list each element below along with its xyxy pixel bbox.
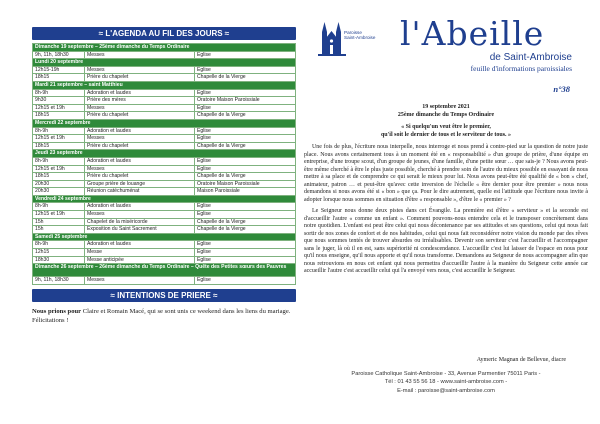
- agenda-row: [33, 66, 296, 74]
- agenda-row: [33, 97, 296, 105]
- agenda-event: Messes: [85, 211, 195, 219]
- agenda-time: 18h15: [33, 173, 85, 181]
- agenda-time: 8h-9h: [33, 157, 85, 165]
- agenda-row: [33, 173, 296, 181]
- agenda-day-label: Dimanche 26 septembre – 26ème dimanche du Temps Ordinaire – Quête des Petites sœurs des Pauvres: [33, 264, 296, 277]
- agenda-place: Eglise: [195, 66, 296, 74]
- intentions-banner: ≈ INTENTIONS DE PRIERE ≈: [32, 289, 296, 302]
- agenda-place: Oratoire Maison Paroissiale: [195, 180, 296, 188]
- agenda-place: Chapelle de la Vierge: [195, 142, 296, 150]
- agenda-time: 12h15-19h: [33, 66, 85, 74]
- intentions-body: Claire et Romain Macé, qui se sont unis ce weekend dans les liens du mariage. Félicitations !: [32, 307, 291, 324]
- quote-line2: qu'il soit le dernier de tous et le serviteur de tous. »: [380, 131, 512, 138]
- agenda-row: [33, 203, 296, 211]
- article-heading: [304, 104, 588, 119]
- agenda-place: Eglise: [195, 51, 296, 59]
- agenda-event: Réunion catéchuménat: [85, 188, 195, 196]
- agenda-event: Adoration et laudes: [85, 157, 195, 165]
- agenda-event: Messes: [85, 104, 195, 112]
- agenda-event: Messes: [85, 135, 195, 143]
- agenda-place: Eglise: [195, 256, 296, 264]
- logo-line2: Saint-Ambroise: [344, 35, 376, 41]
- agenda-row: [33, 112, 296, 120]
- agenda-day-header: [33, 119, 296, 127]
- agenda-time: 8h-9h: [33, 89, 85, 97]
- agenda-row: [33, 74, 296, 82]
- agenda-place: Eglise: [195, 135, 296, 143]
- intentions-text: [32, 307, 296, 325]
- agenda-time: 20h30: [33, 188, 85, 196]
- agenda-day-label: Samedi 25 septembre: [33, 233, 296, 241]
- agenda-time: 8h-9h: [33, 241, 85, 249]
- agenda-row: [33, 226, 296, 234]
- agenda-row: [33, 188, 296, 196]
- newsletter-tagline: feuille d'informations paroissiales: [470, 64, 572, 73]
- agenda-row: [33, 135, 296, 143]
- agenda-day-header: [33, 195, 296, 203]
- agenda-place: Eglise: [195, 241, 296, 249]
- agenda-event: Messes: [85, 51, 195, 59]
- agenda-day-label: Jeudi 23 septembre: [33, 150, 296, 158]
- agenda-event: Adoration et laudes: [85, 89, 195, 97]
- footer-email: E-mail : paroisse@saint-ambroise.com: [397, 387, 495, 394]
- agenda-time: 9h, 11h, 18h30: [33, 51, 85, 59]
- agenda-event: Chapelet de la miséricorde: [85, 218, 195, 226]
- article-paragraph-2: Le Seigneur nous donne deux pistes dans cet Évangile. La première est d'être « serviteur » et la seconde est d'accueillir l'autre « comme un enfant ». Comment pouvons-nous entendre cela et le transposer concrètement dans notre quotidien. L'enfant est peut être celui qui nous décontenance par ses attitudes et ses questions, celui qui nous fait sortir de nos zones de confort et de nos habitudes, celui qui nous fait reconsidérer notre vision du monde par des rêves que nous sommes tentés de trouver absurdes ou irréalisables. Devenir son serviteur c'est l'accueillir et l'accompagner sans le juger, là où il en est, sans supériorité ni condescendance. L'accueillir c'est lui laisser de l'espace en nous pour qu'il nous enseigne, qu'il nous apporte et qu'il nous transforme. Demandons au Seigneur de nous accompagner afin que nous retrouvions en nous cet enfant qui nous permettra d'accueillir l'autre à la manière du Seigneur cette année car accueillir l'autre c'est accueillir celui qui l'a envoyé vers nous, c'est accueillir le Seigneur.: [304, 208, 588, 274]
- agenda-event: Messes: [85, 277, 195, 285]
- logo-line1: Paroisse: [344, 30, 362, 35]
- agenda-row: [33, 104, 296, 112]
- agenda-day-label: Dimanche 19 septembre – 25ème dimanche du Temps Ordinaire: [33, 44, 296, 52]
- agenda-time: 12h15 et 19h: [33, 211, 85, 219]
- agenda-day-header: [33, 59, 296, 67]
- issue-number: n°38: [553, 84, 570, 94]
- agenda-row: [33, 142, 296, 150]
- agenda-banner: ≈ L'AGENDA AU FIL DES JOURS ≈: [32, 27, 296, 40]
- agenda-place: Eglise: [195, 157, 296, 165]
- agenda-place: Eglise: [195, 89, 296, 97]
- agenda-place: Chapelle de la Vierge: [195, 218, 296, 226]
- agenda-day-header: [33, 81, 296, 89]
- agenda-day-label: Mercredi 22 septembre: [33, 119, 296, 127]
- agenda-event: Messe anticipée: [85, 256, 195, 264]
- agenda-time: 9h, 11h, 18h30: [33, 277, 85, 285]
- agenda-row: [33, 277, 296, 285]
- agenda-place: Eglise: [195, 277, 296, 285]
- agenda-place: Eglise: [195, 211, 296, 219]
- agenda-place: Oratoire Maison Paroissiale: [195, 97, 296, 105]
- agenda-time: 8h-9h: [33, 127, 85, 135]
- agenda-time: 8h-9h: [33, 203, 85, 211]
- agenda-time: 12h15: [33, 249, 85, 257]
- agenda-event: Messes: [85, 165, 195, 173]
- agenda-place: Chapelle de la Vierge: [195, 226, 296, 234]
- intentions-lead: Nous prions pour: [32, 307, 82, 315]
- footer-contact: Tél : 01 43 55 56 18 - www.saint-ambroise.com -: [384, 379, 508, 386]
- agenda-row: [33, 256, 296, 264]
- agenda-place: Eglise: [195, 104, 296, 112]
- agenda-row: [33, 51, 296, 59]
- agenda-event: Exposition du Saint Sacrement: [85, 226, 195, 234]
- agenda-day-header: [33, 150, 296, 158]
- agenda-row: [33, 127, 296, 135]
- agenda-time: 18h15: [33, 74, 85, 82]
- agenda-place: Eglise: [195, 249, 296, 257]
- agenda-event: Groupe prière de louange: [85, 180, 195, 188]
- agenda-time: 15h: [33, 226, 85, 234]
- agenda-place: Eglise: [195, 165, 296, 173]
- agenda-day-label: Lundi 20 septembre: [33, 59, 296, 67]
- agenda-time: 18h30: [33, 256, 85, 264]
- agenda-row: [33, 241, 296, 249]
- agenda-time: 12h15 et 19h: [33, 135, 85, 143]
- quote-line1: « Si quelqu'un veut être le premier,: [401, 124, 491, 130]
- agenda-event: Prière du chapelet: [85, 74, 195, 82]
- agenda-row: [33, 157, 296, 165]
- agenda-event: Adoration et laudes: [85, 203, 195, 211]
- right-column: [304, 0, 588, 424]
- agenda-time: 18h15: [33, 142, 85, 150]
- agenda-time: 12h15 et 19h: [33, 104, 85, 112]
- agenda-place: Chapelle de la Vierge: [195, 173, 296, 181]
- agenda-time: 18h15: [33, 112, 85, 120]
- agenda-table: [32, 43, 296, 285]
- left-column: [32, 27, 296, 325]
- agenda-day-header: [33, 233, 296, 241]
- agenda-place: Maison Paroissiale: [195, 188, 296, 196]
- agenda-event: Prière du chapelet: [85, 173, 195, 181]
- article-date: 19 septembre 2021: [422, 104, 470, 110]
- agenda-event: Prière du chapelet: [85, 142, 195, 150]
- agenda-place: Eglise: [195, 127, 296, 135]
- agenda-event: Prière des mères: [85, 97, 195, 105]
- article-signature: Aymeric Magnan de Bellevue, diacre: [476, 357, 566, 363]
- agenda-time: 20h30: [33, 180, 85, 188]
- agenda-event: Adoration et laudes: [85, 127, 195, 135]
- newsletter-subtitle: de Saint-Ambroise: [489, 52, 572, 63]
- agenda-row: [33, 89, 296, 97]
- agenda-row: [33, 249, 296, 257]
- agenda-day-header: [33, 264, 296, 277]
- article-body: [304, 144, 588, 280]
- agenda-event: Messe: [85, 249, 195, 257]
- agenda-place: Chapelle de la Vierge: [195, 74, 296, 82]
- footer-address: Paroisse Catholique Saint-Ambroise - 33, Avenue Parmentier 75011 Paris -: [351, 371, 541, 377]
- newsletter-title: l'Abeille: [400, 14, 545, 53]
- agenda-event: Messes: [85, 66, 195, 74]
- article-paragraph-1: Une fois de plus, l'écriture nous interpelle, nous interroge et nous prend à contre-pied sur la question de notre juste place. Nous avons certainement tous à un moment été en « responsabilité » d'un groupe de prière, d'une équipe en entreprise, d'une troupe scout, d'un groupe de jeunes, d'une famille, d'une petite sœur … que sais-je ? Nous avons peut-être même cherché à être le plus juste possible, cherché à prendre soin de l'autre du mieux possible en essayant de nous mettre à sa place et de comprendre ce qui serait le mieux pour lui. Nous avons peut-être été qualifié de « bon » chef, animateur, patron … et peut-être qu'avec cette inversion de l'échelle « être dernier pour être premier » nous nous demandons si nous avons été si « bon » que ça. Pour le dire autrement, quelle est l'attitude que l'écriture nous invite à adopter lorsque nous sommes en situation d'être « responsable », d'être le « premier » ?: [304, 144, 588, 203]
- agenda-place: Chapelle de la Vierge: [195, 112, 296, 120]
- logo-text: [344, 30, 375, 41]
- agenda-time: 15h: [33, 218, 85, 226]
- agenda-event: Prière du chapelet: [85, 112, 195, 120]
- agenda-event: Adoration et laudes: [85, 241, 195, 249]
- agenda-time: 9h30: [33, 97, 85, 105]
- footer: [304, 370, 588, 395]
- article-quote: [304, 124, 588, 139]
- agenda-day-label: Vendredi 24 septembre: [33, 195, 296, 203]
- agenda-row: [33, 211, 296, 219]
- agenda-row: [33, 180, 296, 188]
- agenda-day-label: Mardi 21 septembre – saint Matthieu: [33, 81, 296, 89]
- agenda-row: [33, 165, 296, 173]
- agenda-day-header: [33, 44, 296, 52]
- agenda-place: Eglise: [195, 203, 296, 211]
- agenda-row: [33, 218, 296, 226]
- agenda-time: 12h15 et 19h: [33, 165, 85, 173]
- article-sunday: 25ème dimanche du Temps Ordinaire: [397, 111, 495, 118]
